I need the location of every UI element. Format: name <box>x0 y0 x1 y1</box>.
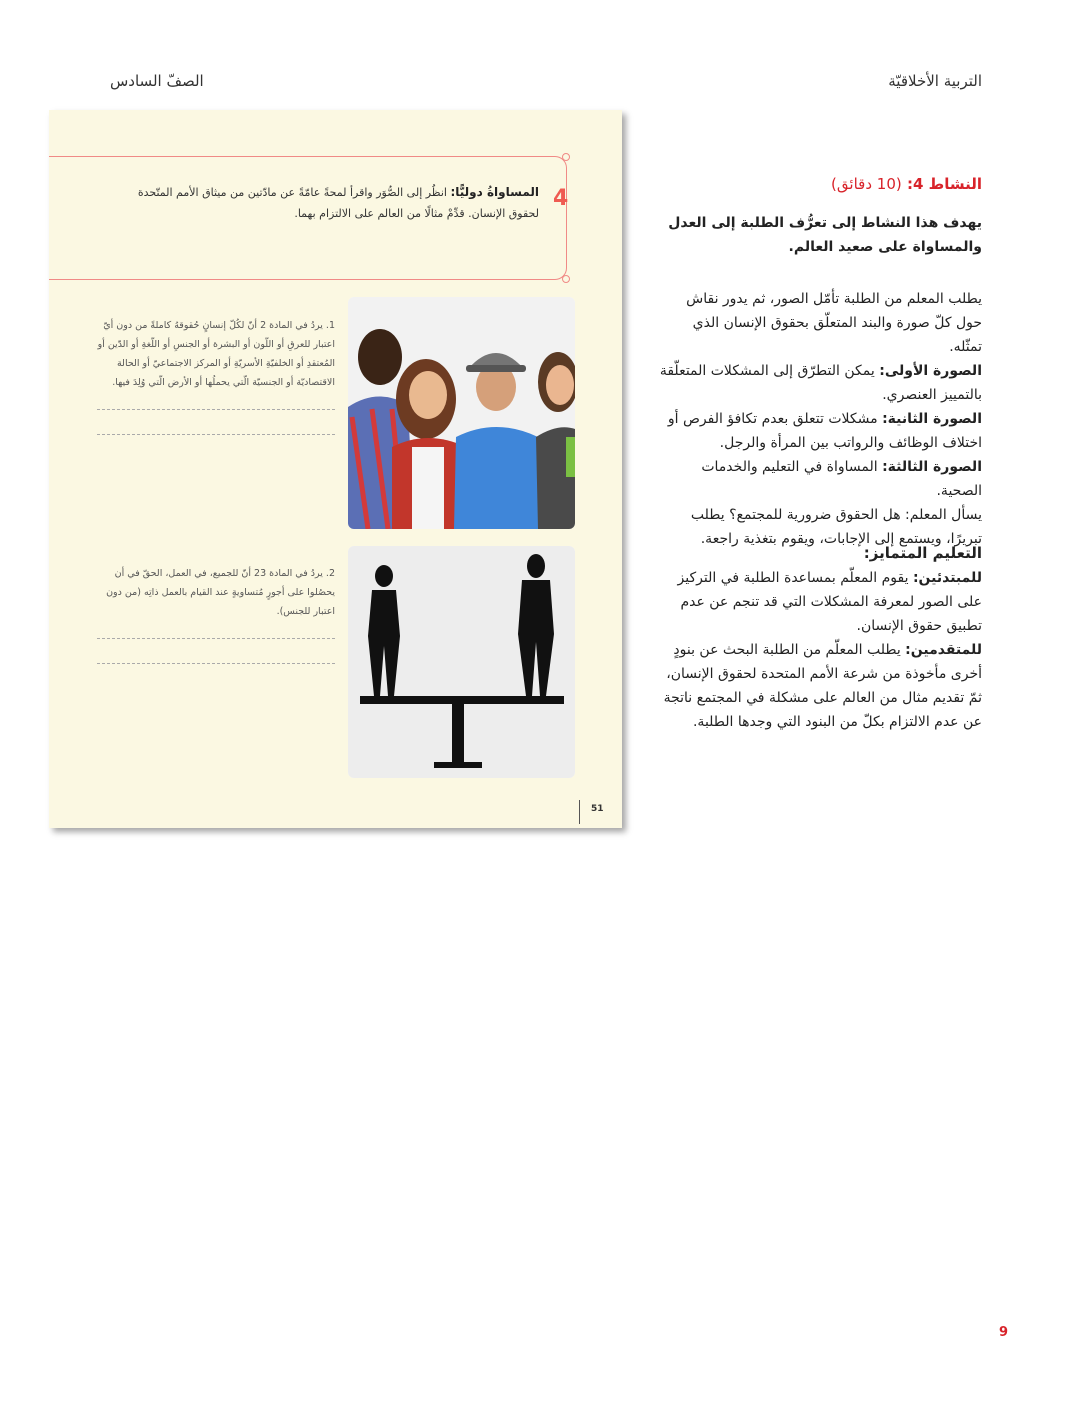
image-3-note: الصورة الثالثة: المساواة في التعليم والخدمات الصحية. <box>701 459 982 499</box>
teacher-question: يسأل المعلم: هل الحقوق ضرورية للمجتمع؟ يطلب تبريرًا، ويستمع إلى الإجابات، ويقوم بتغذية راجعة. <box>690 507 982 547</box>
activity-title <box>657 172 982 196</box>
advanced-note: للمتقدمين: يطلب المعلّم من الطلبة البحث عن بنودٍ أخرى مأخوذة من شرعة الأمم المتحدة لحقوق الإنسان، ثمّ تقديم مثال من العالم على مشكلة في المجتمع ناتجة عن عدم الالتزام بكلّ من البنود التي وجدها الطلبة. <box>663 642 982 730</box>
task-body: انظُر إلى الصُّوَر واقرأ لمحةً عامّةً عن مادّتين من ميثاق الأمم المتّحدة لحقوق الإنسان. قدِّمْ مثالًا من العالم على الالتزام بهما. <box>137 186 539 220</box>
balance-silhouettes-icon <box>348 546 575 778</box>
group-photo <box>348 297 575 529</box>
activity-label: النشاط 4: <box>906 175 982 193</box>
task-instructions <box>109 182 539 224</box>
differentiated-learning <box>657 566 982 734</box>
task-number: 4 <box>553 186 569 211</box>
activity-aim: يهدف هذا النشاط إلى تعرُّف الطلبة إلى العدل والمساواة على صعيد العالم. <box>668 215 982 255</box>
article-2-summary: 1. يردُ في المادة 2 أنّ لكُلّ إنسانٍ حُقوقهُ كاملةً من دون أيّ اعتبار للعرقِ أو اللّون أو البشرة أو الجنسِ أو اللّغةِ أو الدّين أو المُعتقدِ أو الخلفيّةِ الأسريّةِ أو المركز الاجتماعيّ أو الحالة الاقتصاديّة أو الجنسيّة الّتي يحملُها أو الأرض الّتي وُلِدَ فيها. <box>97 320 335 388</box>
group-of-people-icon <box>348 297 575 529</box>
student-book-page <box>49 110 622 828</box>
page-divider <box>579 800 580 824</box>
activity-duration: (10 دقائق) <box>831 175 902 193</box>
image-2-note: الصورة الثانية: مشكلات تتعلق بعدم تكافؤ الفرص أو اختلاف الوظائف والرواتب بين المرأة والرجل. <box>667 411 982 451</box>
task-title: المساواةُ دوليًّا: <box>450 185 539 199</box>
subject-title: التربية الأخلاقيّة <box>888 72 982 90</box>
answer-line <box>97 434 335 435</box>
differentiated-learning-title: التعليم المتمايز: <box>863 544 982 562</box>
page-number: 9 <box>998 1325 1008 1340</box>
frame-dot-icon <box>562 153 570 161</box>
intro-text: يطلب المعلم من الطلبة تأمّل الصور، ثم يدور نقاش حول كلّ صورة والبند المتعلّق بحقوق الإنسان الذي تمثّله. <box>686 291 982 355</box>
book-page-number: 51 <box>591 804 604 814</box>
image-1-note: الصورة الأولى: يمكن التطرّق إلى المشكلات المتعلّقة بالتمييز العنصري. <box>659 363 982 403</box>
balance-photo <box>348 546 575 778</box>
beginners-note: للمبتدئين: يقوم المعلّم بمساعدة الطلبة في التركيز على الصور لمعرفة المشكلات التي قد تنجم عن عدم تطبيق حقوق الإنسان. <box>677 570 982 634</box>
activity-description <box>657 287 982 551</box>
frame-dot-icon <box>562 275 570 283</box>
grade-title: الصفّ السادس <box>110 72 204 90</box>
answer-line <box>97 409 335 410</box>
article-23-summary: 2. يردُ في المادة 23 أنّ للجميع، في العمل، الحقّ في أن يحصُلوا على أجورٍ مُتساويةٍ عند القيام بالعمل ذاتِه (من دون اعتبار للجنس). <box>106 568 335 617</box>
answer-line <box>97 638 335 639</box>
answer-line <box>97 663 335 664</box>
